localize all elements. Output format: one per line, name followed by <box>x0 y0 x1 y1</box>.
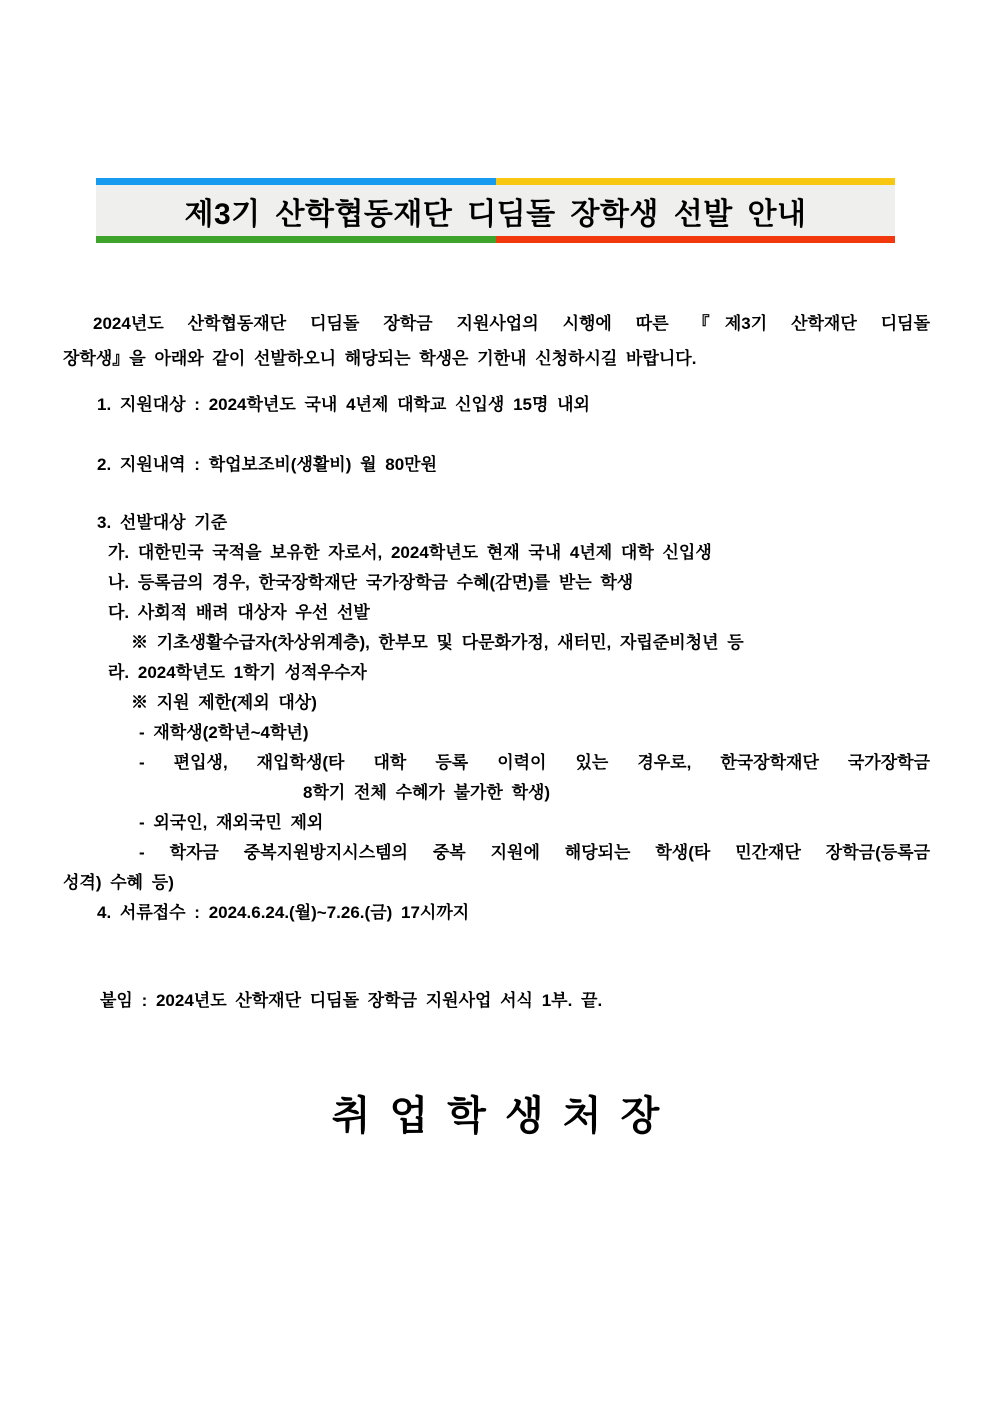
document-line: - 편입생, 재입학생(타 대학 등록 이력이 있는 경우로, 한국장학재단 국가장학금 <box>139 753 930 772</box>
intro-line: 2024년도 산학협동재단 디딤돌 장학금 지원사업의 시행에 따른 『제3기 산학재단 디딤돌 <box>93 314 930 333</box>
banner-bar-bottom-right <box>496 236 896 243</box>
document-line: 나. 등록금의 경우, 한국장학재단 국가장학금 수혜(감면)를 받는 학생 <box>108 573 634 592</box>
banner-top-bar <box>96 178 895 185</box>
document-line: 1. 지원대상 : 2024학년도 국내 4년제 대학교 신입생 15명 내외 <box>97 395 590 414</box>
document-body <box>63 306 930 1140</box>
document-line: 성격) 수혜 등) <box>63 873 174 892</box>
document-line: 3. 선발대상 기준 <box>97 513 228 532</box>
document-line: 가. 대한민국 국적을 보유한 자로서, 2024학년도 현재 국내 4년제 대학 신입생 <box>108 543 712 562</box>
banner-band <box>96 185 895 236</box>
banner-bar-bottom-left <box>96 236 496 243</box>
banner-bottom-bar <box>96 236 895 243</box>
attachment-note: 붙임 : 2024년도 산학재단 디딤돌 장학금 지원사업 서식 1부. 끝. <box>100 991 603 1010</box>
title-banner <box>96 178 895 243</box>
document-line: 4. 서류접수 : 2024.6.24.(월)~7.26.(금) 17시까지 <box>97 903 470 922</box>
page-title: 제3기 산학협동재단 디딤돌 장학생 선발 안내 <box>184 197 807 231</box>
document-line: 라. 2024학년도 1학기 성적우수자 <box>108 663 367 682</box>
banner-bar-top-left <box>96 178 496 185</box>
intro-line: 장학생』을 아래와 같이 선발하오니 해당되는 학생은 기한내 신청하시길 바랍니다. <box>63 349 697 368</box>
banner-bar-top-right <box>496 178 896 185</box>
document-line: ※ 지원 제한(제외 대상) <box>131 693 317 712</box>
document-line: 다. 사회적 배려 대상자 우선 선발 <box>108 603 370 622</box>
document-line: 2. 지원내역 : 학업보조비(생활비) 월 80만원 <box>97 455 438 474</box>
document-line: - 재학생(2학년~4학년) <box>139 723 309 742</box>
document-line: ※ 기초생활수급자(차상위계층), 한부모 및 다문화가정, 새터민, 자립준비청년 등 <box>131 633 744 652</box>
signature-title: 취 업 학 생 처 장 <box>331 1094 662 1138</box>
intro-paragraph <box>63 306 930 376</box>
document-line: - 외국인, 재외국민 제외 <box>139 813 324 832</box>
document-line: 8학기 전체 수혜가 불가한 학생) <box>303 783 551 802</box>
document-line: - 학자금 중복지원방지시스템의 중복 지원에 해당되는 학생(타 민간재단 장학금(등록금 <box>139 843 930 862</box>
